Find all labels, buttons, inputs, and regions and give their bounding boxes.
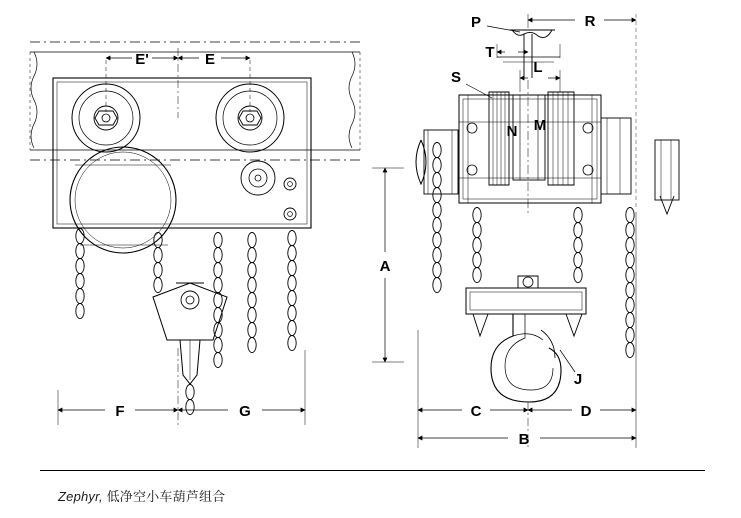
trolley-plate — [53, 78, 311, 228]
hoist-body — [70, 147, 176, 253]
dim-label-A: A — [379, 258, 391, 275]
brake-housing — [601, 118, 679, 214]
hook-block-side — [466, 276, 586, 402]
trolley-wheel-right — [216, 84, 284, 152]
caption-divider — [40, 470, 705, 471]
trolley-wheel-left — [72, 84, 140, 152]
chain-front-3 — [214, 233, 222, 368]
gear-stack — [489, 92, 574, 185]
chain-side-1 — [433, 143, 441, 293]
chain-side-4 — [626, 208, 634, 358]
chain-front-5 — [288, 231, 296, 351]
dim-RTL — [497, 14, 636, 210]
chain-front-1 — [76, 229, 84, 319]
figure-caption — [58, 486, 225, 505]
dim-label-N: N — [506, 123, 518, 140]
dim-label-E-prime: E' — [135, 51, 149, 68]
hoist-body-side — [459, 80, 601, 215]
chain-side-3 — [574, 208, 582, 283]
dim-label-E: E — [204, 51, 216, 68]
dim-E-row — [106, 48, 250, 118]
hook-block-front — [153, 283, 227, 384]
caption-text: 低净空小车葫芦组合 — [102, 489, 226, 504]
dim-label-G: G — [239, 403, 251, 420]
dim-label-L: L — [533, 59, 543, 76]
front-view — [30, 42, 404, 425]
chain-front-4 — [248, 233, 256, 353]
dim-label-S: S — [450, 69, 462, 86]
plate-fasteners — [284, 178, 296, 220]
dim-label-P: P — [470, 14, 482, 31]
suspension-top — [497, 30, 560, 78]
dim-label-F: F — [115, 403, 125, 420]
chain-front-2 — [154, 233, 162, 293]
dim-label-J: J — [573, 371, 583, 388]
hand-wheel — [416, 130, 458, 194]
hoist-boss — [241, 161, 275, 195]
dim-label-T: T — [485, 44, 495, 61]
dim-label-D: D — [580, 403, 592, 420]
dim-CDB — [418, 212, 636, 448]
dim-label-R: R — [584, 13, 596, 30]
dim-label-B: B — [518, 431, 530, 448]
dim-label-M: M — [533, 117, 547, 134]
chain-side-2 — [473, 208, 481, 283]
dim-label-C: C — [470, 403, 482, 420]
caption-brand: Zephyr, — [58, 489, 103, 504]
